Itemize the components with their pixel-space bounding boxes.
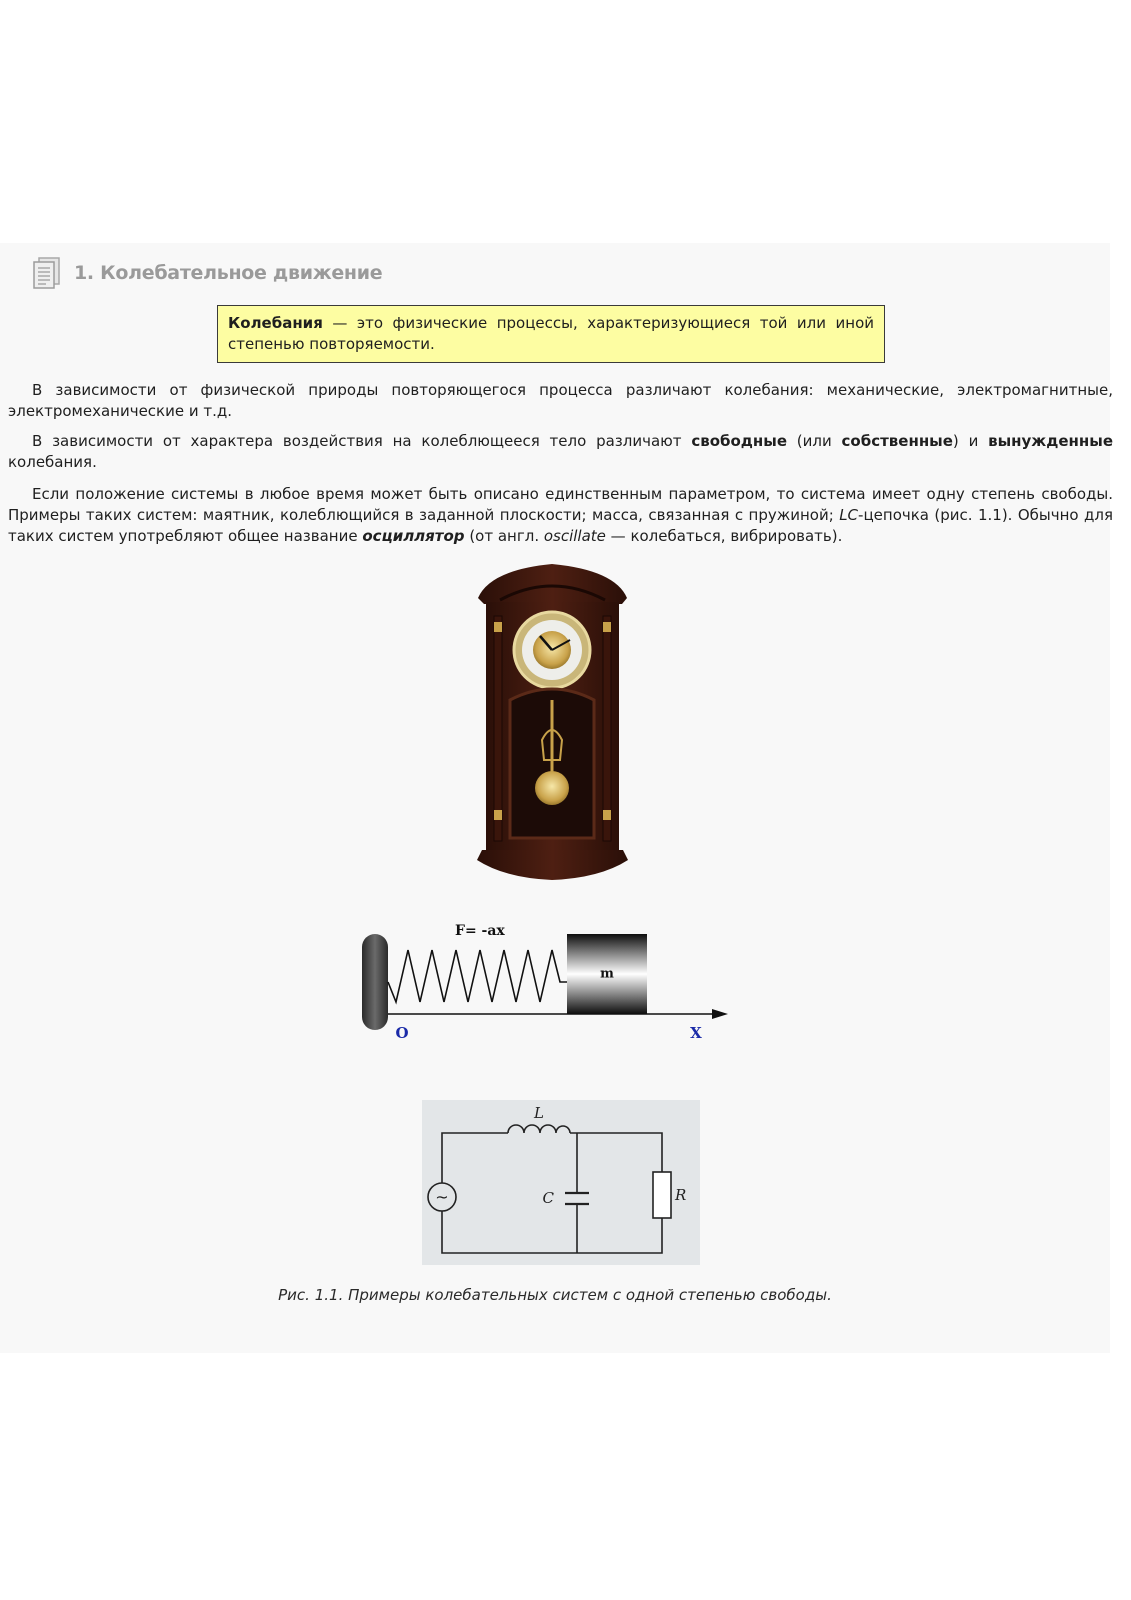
lc-circuit-diagram bbox=[422, 1100, 700, 1265]
ac-source-icon: ~ bbox=[435, 1187, 449, 1207]
capacitor-label: C bbox=[542, 1189, 554, 1207]
term-oscillate: oscillate bbox=[543, 527, 606, 545]
section-heading bbox=[30, 255, 382, 291]
figure-caption: Рис. 1.1. Примеры колебательных систем с одной степенью свободы. bbox=[278, 1286, 832, 1304]
text-run: — колебаться, вибрировать). bbox=[605, 527, 843, 545]
paragraph-nature bbox=[8, 380, 1113, 422]
text-run: (или bbox=[787, 432, 842, 450]
term-natural: собственные bbox=[841, 432, 953, 450]
definition-term: Колебания bbox=[228, 314, 323, 332]
inductor-label: L bbox=[534, 1104, 544, 1122]
mass-label: m bbox=[600, 966, 614, 982]
text-run: (от англ. bbox=[464, 527, 544, 545]
axis-arrowhead bbox=[712, 1009, 728, 1019]
origin-label: O bbox=[395, 1024, 409, 1042]
text-run: ) и bbox=[952, 432, 989, 450]
term-free: свободные bbox=[691, 432, 787, 450]
resistor-label: R bbox=[675, 1186, 687, 1204]
resistor bbox=[653, 1172, 671, 1218]
paragraph-character bbox=[8, 431, 1113, 473]
spring-mass-diagram bbox=[360, 920, 740, 1055]
document-pages-icon bbox=[30, 256, 64, 290]
paragraph-nature-text: В зависимости от физической природы повторяющегося процесса различают колебания: механические, электромагнитные, электромеханические и т.д. bbox=[8, 381, 1113, 420]
force-label: F= -ax bbox=[455, 923, 505, 940]
text-run: колебания. bbox=[8, 453, 97, 471]
definition-text: — это физические процессы, характеризующиеся той или иной степенью повторяемости. bbox=[228, 314, 874, 353]
term-forced: вынужденные bbox=[988, 432, 1113, 450]
section-title: 1. Колебательное движение bbox=[74, 262, 383, 284]
term-lc: LC bbox=[839, 506, 859, 524]
pendulum-clock-image bbox=[470, 560, 635, 890]
text-run: -цепочка (рис. 1.1). Обычно для таких систем употребляют общее название bbox=[8, 506, 1113, 545]
spring bbox=[388, 950, 567, 1002]
text-run: Если положение системы в любое время может быть описано единственным параметром, то система имеет одну степень свободы. Примеры таких систем: маятник, колеблющийся в заданной плоскости; масса, связанная с пружиной; bbox=[8, 485, 1113, 524]
definition-box bbox=[217, 305, 885, 363]
wall bbox=[362, 934, 388, 1030]
paragraph-oscillator bbox=[8, 484, 1113, 547]
text-run: В зависимости от характера воздействия на колеблющееся тело различают bbox=[32, 432, 692, 450]
term-oscillator: осциллятор bbox=[362, 527, 465, 545]
axis-label: X bbox=[690, 1024, 702, 1042]
